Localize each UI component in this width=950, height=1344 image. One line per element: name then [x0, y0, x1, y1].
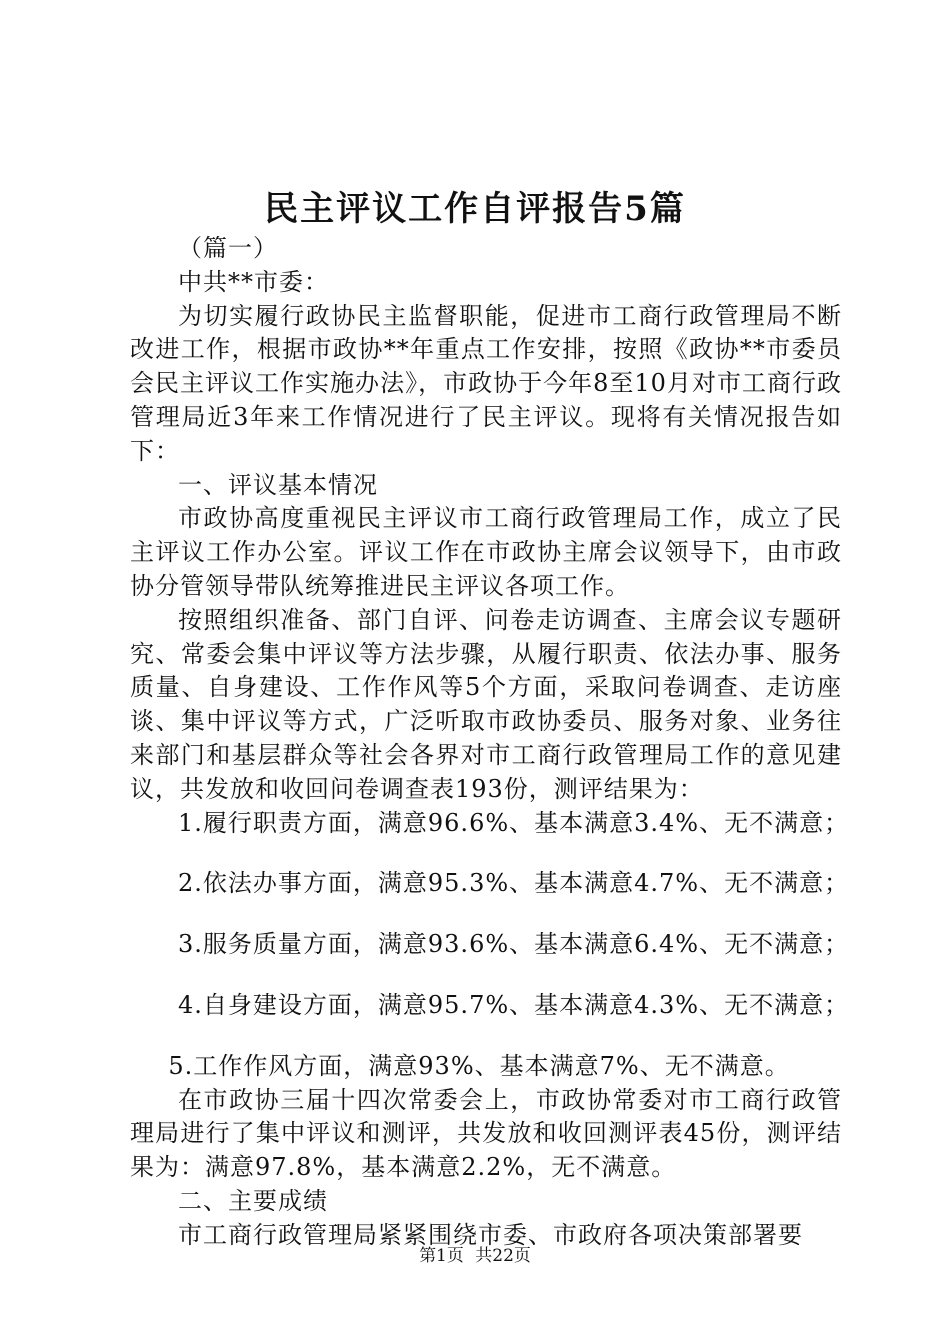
section-heading-1: 一、评议基本情况 — [178, 470, 378, 499]
document-body — [130, 232, 850, 1253]
document-title: 民主评议工作自评报告5篇 — [264, 189, 686, 229]
result-item-4: 4.自身建设方面，满意95.7%、基本满意4.3%、无不满意； — [178, 990, 850, 1019]
result-item-5: 5.工作作风方面，满意93%、基本满意7%、无不满意。 — [168, 1051, 790, 1080]
paragraph: 市政协高度重视民主评议市工商行政管理局工作，成立了民主评议工作办公室。评议工作在市政协主席会议领导下，由市政协分管领导带队统筹推进民主评议各项工作。 — [130, 504, 842, 600]
result-item-3: 3.服务质量方面，满意93.6%、基本满意6.4%、无不满意； — [178, 930, 850, 959]
page-footer: 第1页 共22页 — [419, 1246, 531, 1266]
section-marker: （篇一） — [178, 234, 278, 262]
paragraph: 在市政协三届十四次常委会上，市政协常委对市工商行政管理局进行了集中评议和测评，共发放和收回测评表45份，测评结果为：满意97.8%，基本满意2.2%，无不满意。 — [130, 1085, 842, 1182]
intro-paragraph: 为切实履行政协民主监督职能，促进市工商行政管理局不断改进工作，根据市政协**年重点工作安排，按照《政协**市委员会民主评议工作实施办法》，市政协于今年8至10月对市工商行政管理局近3年来工作情况进行了民主评议。现将有关情况报告如下： — [130, 301, 842, 465]
salutation: 中共**市委： — [178, 267, 329, 296]
result-item-1: 1.履行职责方面，满意96.6%、基本满意3.4%、无不满意； — [178, 808, 850, 837]
result-item-2: 2.依法办事方面，满意95.3%、基本满意4.7%、无不满意； — [178, 869, 850, 898]
paragraph: 按照组织准备、部门自评、问卷走访调查、主席会议专题研究、常委会集中评议等方法步骤，从履行职责、依法办事、服务质量、自身建设、工作作风等5个方面，采取问卷调查、走访座谈、集中评议等方式，广泛听取市政协委员、服务对象、业务往来部门和基层群众等社会各界对市工商行政管理局工作的意见建议，共发放和收回问卷调查表193份，测评结果为： — [130, 605, 842, 803]
section-heading-2: 二、主要成绩 — [178, 1186, 328, 1215]
paragraph: 市工商行政管理局紧紧围绕市委、市政府各项决策部署要 — [178, 1220, 803, 1249]
